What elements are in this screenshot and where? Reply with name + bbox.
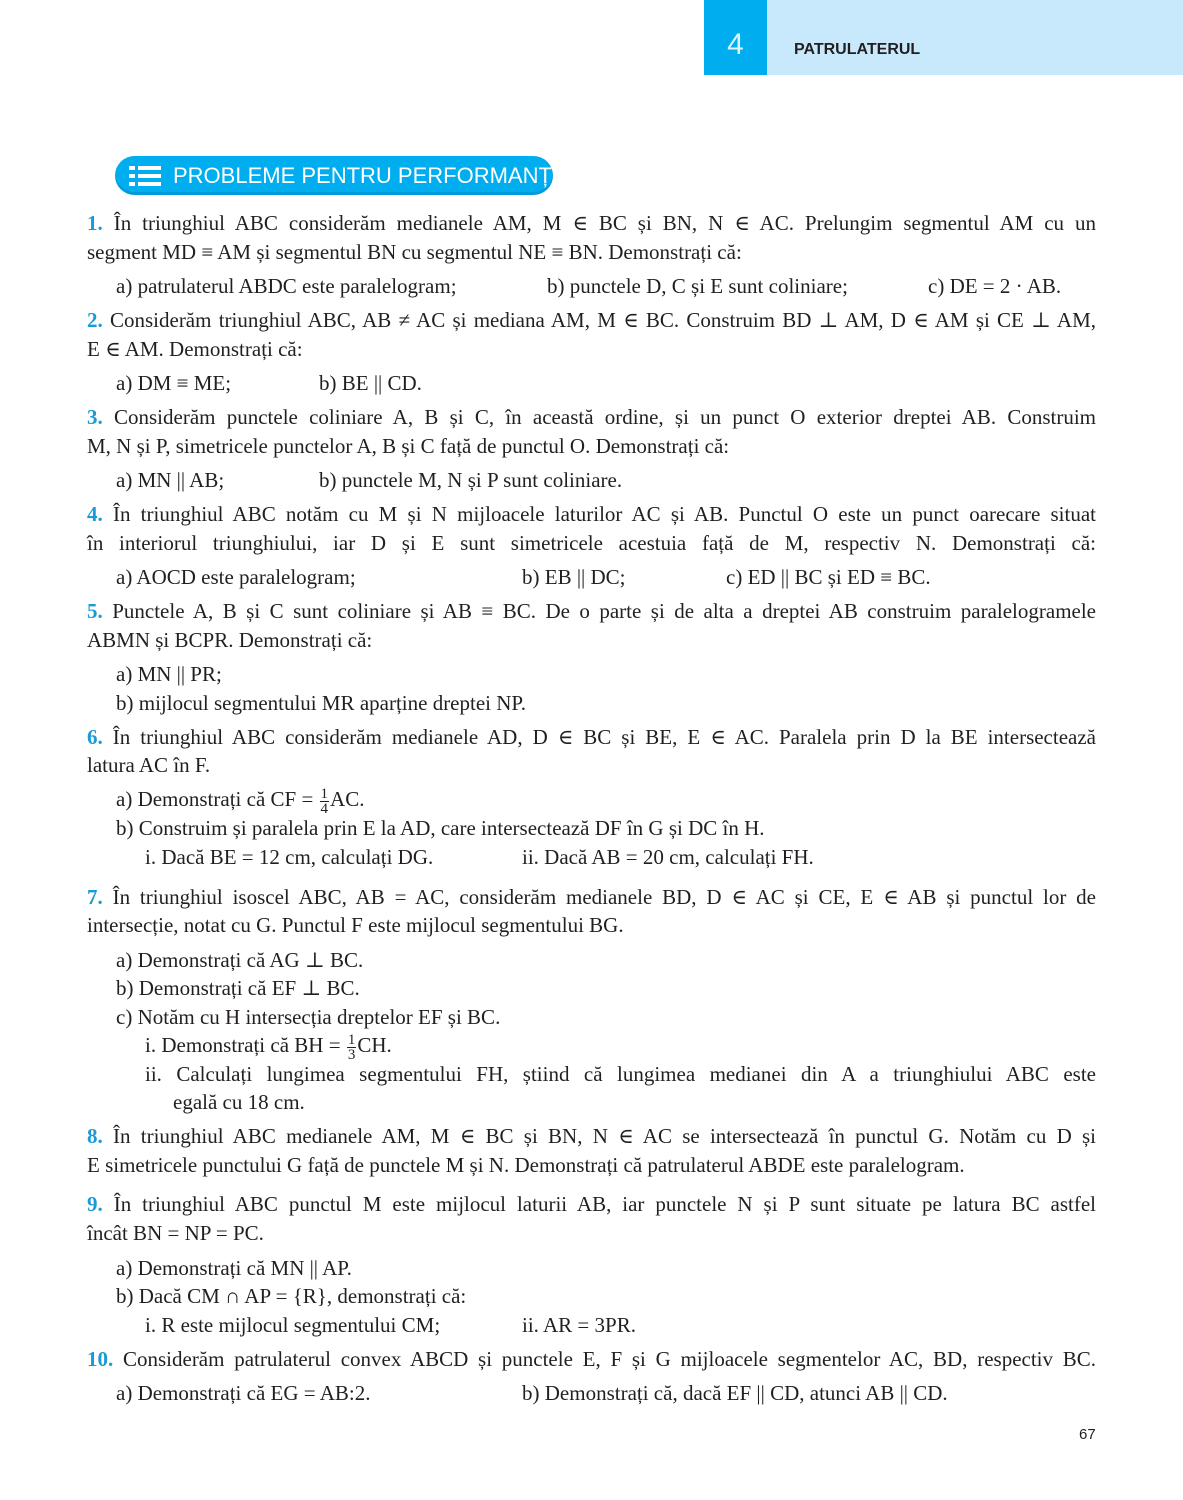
- subitem-b: b) mijlocul segmentului MR aparține dreptei NP.: [116, 691, 527, 715]
- subitem-a: a) Demonstrați că EG = AB:2.: [116, 1381, 371, 1405]
- subitem-text: i. Demonstrați că BH =: [145, 1033, 341, 1057]
- problem-text: Considerăm patrulaterul convex ABCD și punctele E, F și G mijloacele segmentelor AC, BD, respectiv BC.: [122, 1347, 1096, 1371]
- subitem-b: b) Demonstrați că, dacă EF || CD, atunci AB || CD.: [522, 1381, 948, 1405]
- problem-text: M, N și P, simetricele punctelor A, B și C față de punctul O. Demonstrați că:: [87, 434, 730, 458]
- subitem-b: b) EB || DC;: [522, 565, 626, 589]
- subitem-b: b) Construim și paralela prin E la AD, care intersectează DF în G și DC în H.: [116, 816, 765, 840]
- problem-number: 5.: [87, 599, 103, 623]
- problem-number: 9.: [87, 1192, 103, 1216]
- problem-text: segment MD ≡ AM și segmentul BN cu segmentul NE ≡ BN. Demonstrați că:: [87, 240, 742, 264]
- subitem-c-i: [145, 1032, 392, 1062]
- problem-text: Punctele A, B și C sunt coliniare și AB ≡ BC. De o parte și de alta a dreptei AB construim paralelogramele: [112, 599, 1097, 623]
- denominator: 3: [347, 1046, 356, 1063]
- problem-8: [87, 1123, 1096, 1149]
- subitem-b: b) BE || CD.: [319, 371, 422, 395]
- subitem-text: a) Demonstrați că CF =: [116, 787, 314, 811]
- problem-2: [87, 307, 1096, 333]
- problem-number: 10.: [87, 1347, 114, 1371]
- problem-5: [87, 598, 1096, 624]
- problem-number: 3.: [87, 405, 103, 429]
- subitem-a: a) DM ≡ ME;: [116, 371, 232, 395]
- page-number: 67: [1079, 1426, 1096, 1443]
- subitem-c: c) DE = 2 · AB.: [928, 274, 1062, 298]
- chapter-title: PATRULATERUL: [794, 41, 921, 58]
- subitem-a: a) patrulaterul ABDC este paralelogram;: [116, 274, 457, 298]
- chapter-number: 4: [704, 0, 767, 75]
- subitem-b: b) Dacă CM ∩ AP = {R}, demonstrați că:: [116, 1284, 467, 1308]
- problem-number: 4.: [87, 502, 103, 526]
- subitem-text: AC.: [330, 787, 365, 811]
- list-icon: [129, 166, 161, 186]
- subitem-b: b) punctele M, N și P sunt coliniare.: [319, 468, 623, 492]
- problem-9: [87, 1191, 1096, 1217]
- section-banner: [115, 156, 567, 195]
- problem-text: în interiorul triunghiului, iar D și E sunt simetricele acestuia față de M, respectiv N. Demonstrați că:: [87, 531, 1096, 555]
- fraction: [347, 1033, 357, 1062]
- numerator: 1: [347, 1031, 356, 1048]
- fraction: [320, 787, 330, 816]
- problem-text: În triunghiul isoscel ABC, AB = AC, considerăm medianele BD, D ∈ AC și CE, E ∈ AB și punctul lor de: [112, 885, 1096, 909]
- subitem-b-i: i. Dacă BE = 12 cm, calculați DG.: [145, 845, 434, 869]
- problem-number: 6.: [87, 725, 103, 749]
- problem-text: Considerăm triunghiul ABC, AB ≠ AC și mediana AM, M ∈ BC. Construim BD ⊥ AM, D ∈ AM și CE ⊥ AM,: [109, 308, 1097, 332]
- subitem-c: c) Notăm cu H intersecția dreptelor EF și BC.: [116, 1005, 501, 1029]
- subitem-c-ii-cont: egală cu 18 cm.: [173, 1090, 305, 1114]
- subitem-b-ii: ii. AR = 3PR.: [522, 1313, 636, 1337]
- subitem-a: a) Demonstrați că MN || AP.: [116, 1256, 352, 1280]
- problem-4: [87, 501, 1096, 527]
- section-title: PROBLEME PENTRU PERFORMANȚĂ: [173, 163, 567, 188]
- subitem-b: b) punctele D, C și E sunt coliniare;: [547, 274, 848, 298]
- problem-text: latura AC în F.: [87, 753, 211, 777]
- problem-text: În triunghiul ABC punctul M este mijlocul laturii AB, iar punctele N și P sunt situate pe latura BC astfel: [113, 1192, 1097, 1216]
- problem-10: [87, 1346, 1096, 1372]
- subitem-b-i: i. R este mijlocul segmentului CM;: [145, 1313, 441, 1337]
- numerator: 1: [320, 785, 329, 802]
- problem-7: [87, 884, 1096, 910]
- problem-text: E simetricele punctului G față de punctele M și N. Demonstrați că patrulaterul ABDE este paralelogram.: [87, 1153, 965, 1177]
- problem-text: ABMN și BCPR. Demonstrați că:: [87, 628, 373, 652]
- problem-number: 2.: [87, 308, 103, 332]
- problem-text: încât BN = NP = PC.: [87, 1221, 264, 1245]
- problem-text: În triunghiul ABC considerăm medianele AD, D ∈ BC și BE, E ∈ AC. Paralela prin D la BE intersectează: [112, 725, 1096, 749]
- problem-text: intersecție, notat cu G. Punctul F este mijlocul segmentului BG.: [87, 913, 624, 937]
- denominator: 4: [320, 800, 329, 817]
- subitem-b: b) Demonstrați că EF ⊥ BC.: [116, 976, 360, 1000]
- problem-text: În triunghiul ABC notăm cu M și N mijloacele laturilor AC și AB. Punctul O este un punct oarecare situat: [112, 502, 1096, 526]
- problem-text: Considerăm punctele coliniare A, B și C, în această ordine, și un punct O exterior dreptei AB. Construim: [114, 405, 1097, 429]
- problem-3: [87, 404, 1096, 430]
- chapter-band: [767, 0, 1183, 75]
- subitem-c-ii: ii. Calculați lungimea segmentului FH, știind că lungimea medianei din A a triunghiului ABC este: [145, 1062, 1096, 1086]
- problem-6: [87, 724, 1096, 750]
- problem-text: E ∈ AM. Demonstrați că:: [87, 337, 303, 361]
- subitem-a: a) MN || PR;: [116, 662, 222, 686]
- subitem-a: a) AOCD este paralelogram;: [116, 565, 356, 589]
- problem-number: 8.: [87, 1124, 103, 1148]
- problem-text: În triunghiul ABC medianele AM, M ∈ BC și BN, N ∈ AC se intersectează în punctul G. Notăm cu D și: [113, 1124, 1096, 1148]
- subitem-a: a) MN || AB;: [116, 468, 225, 492]
- subitem-text: CH.: [357, 1033, 392, 1057]
- problem-text: În triunghiul ABC considerăm medianele AM, M ∈ BC și BN, N ∈ AC. Prelungim segmentul AM cu un: [113, 211, 1097, 235]
- problem-number: 7.: [87, 885, 103, 909]
- subitem-c: c) ED || BC și ED ≡ BC.: [726, 565, 931, 589]
- problem-number: 1.: [87, 211, 103, 235]
- subitem-b-ii: ii. Dacă AB = 20 cm, calculați FH.: [522, 845, 814, 869]
- subitem-a: a) Demonstrați că AG ⊥ BC.: [116, 948, 364, 972]
- subitem-a: [116, 786, 364, 816]
- problem-1: [87, 210, 1096, 236]
